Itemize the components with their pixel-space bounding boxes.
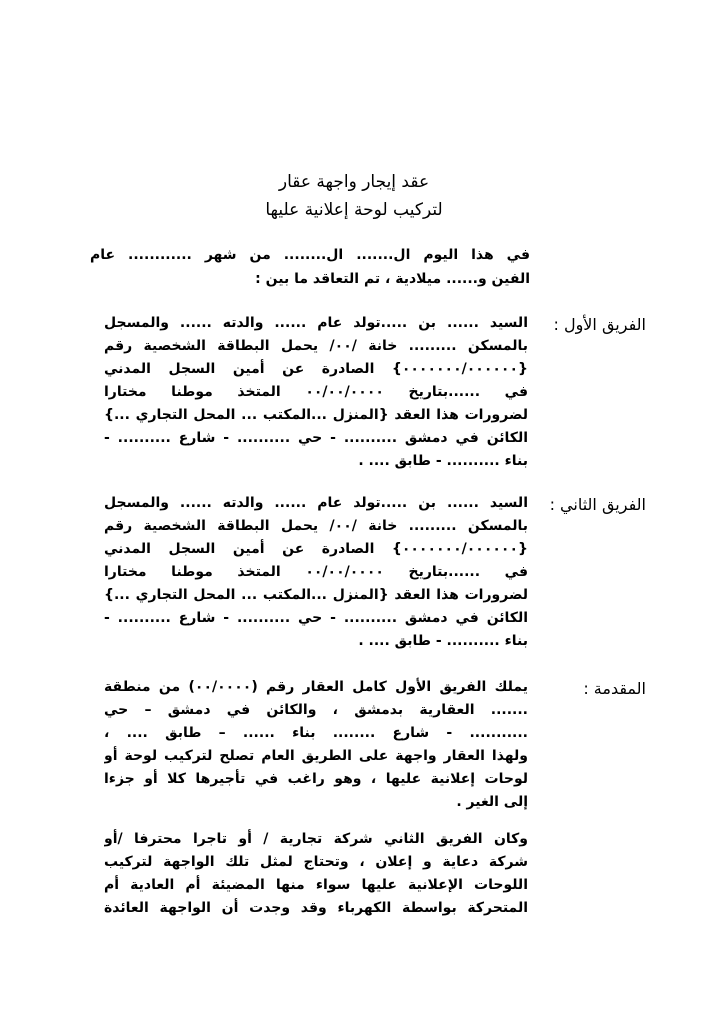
first-party-line: بناء .......... - طابق .... . bbox=[358, 453, 528, 469]
preamble-section bbox=[86, 676, 646, 814]
preamble-second-line: اللوحات الإعلانية عليها سواء منها المضيئة أم العادية أم bbox=[104, 877, 528, 893]
first-party-line: لضرورات هذا العقد {المنزل ...المكتب ... المحل التجاري ...} bbox=[104, 407, 528, 423]
intro-paragraph bbox=[90, 243, 530, 291]
preamble-second-line: المتحركة بواسطة الكهرباء وقد وجدت أن الواجهة العائدة bbox=[104, 900, 528, 916]
second-party-section bbox=[86, 492, 646, 653]
first-party-line: الكائن في دمشق .......... - حي .......... - شارع .......... - bbox=[104, 430, 528, 446]
intro-line-2: الفين و...... ميلادية ، تم التعاقد ما بين : bbox=[255, 271, 530, 287]
preamble-line: لوحات إعلانية عليها ، وهو راغب في تأجيرها كلا أو جزءا bbox=[104, 771, 528, 787]
preamble-line: ....... العقارية بدمشق ، والكائن في دمشق – حي bbox=[104, 702, 528, 718]
first-party-line: السيد ...... بن .....تولد عام ...... والدته ...... والمسجل bbox=[104, 315, 528, 331]
second-party-line: في ......بتاريخ ٠٠/٠٠/٠٠٠٠ المتخذ موطنا مختارا bbox=[104, 564, 528, 580]
second-party-line: بالمسكن ......... خانة /٠٠/ يحمل البطاقة الشخصية رقم bbox=[104, 518, 528, 534]
first-party-line: بالمسكن ......... خانة /٠٠/ يحمل البطاقة الشخصية رقم bbox=[104, 338, 528, 354]
document-title bbox=[0, 168, 708, 224]
second-party-line: {٠٠٠٠٠٠٠/٠٠٠٠٠٠} الصادرة عن أمين السجل المدني bbox=[104, 541, 528, 557]
first-party-label: الفريق الأول : bbox=[553, 315, 646, 334]
preamble-line: إلى الغير . bbox=[456, 794, 528, 810]
second-party-line: لضرورات هذا العقد {المنزل ...المكتب ... المحل التجاري ...} bbox=[104, 587, 528, 603]
preamble-label: المقدمة : bbox=[583, 679, 646, 698]
first-party-section bbox=[86, 312, 646, 473]
second-party-label: الفريق الثاني : bbox=[549, 495, 646, 514]
second-party-body bbox=[104, 492, 528, 653]
preamble-line: يملك الفريق الأول كامل العقار رقم (٠٠/٠٠٠٠) من منطقة bbox=[104, 679, 528, 695]
first-party-line: في ......بتاريخ ٠٠/٠٠/٠٠٠٠ المتخذ موطنا مختارا bbox=[104, 384, 528, 400]
preamble-line: ........... - شارع ........ بناء ...... – طابق .... ، bbox=[104, 725, 528, 741]
preamble-second-body bbox=[104, 828, 528, 920]
second-party-line: السيد ...... بن .....تولد عام ...... والدته ...... والمسجل bbox=[104, 495, 528, 511]
preamble-second-paragraph bbox=[86, 828, 646, 920]
second-party-line: الكائن في دمشق .......... - حي .......... - شارع .......... - bbox=[104, 610, 528, 626]
preamble-line: ولهذا العقار واجهة على الطريق العام تصلح لتركيب لوحة أو bbox=[104, 748, 528, 764]
title-line-1: عقد إيجار واجهة عقار bbox=[278, 172, 430, 192]
intro-line-1: في هذا اليوم ال....... ال........ من شهر ............ عام bbox=[90, 247, 530, 263]
first-party-line: {٠٠٠٠٠٠٠/٠٠٠٠٠٠} الصادرة عن أمين السجل المدني bbox=[104, 361, 528, 377]
title-line-2: لتركيب لوحة إعلانية عليها bbox=[265, 200, 443, 220]
preamble-body bbox=[104, 676, 528, 814]
preamble-second-line: وكان الفريق الثاني شركة تجارية / أو تاجرا محترفا /أو bbox=[104, 831, 528, 847]
first-party-body bbox=[104, 312, 528, 473]
second-party-line: بناء .......... - طابق .... . bbox=[358, 633, 528, 649]
label-column-spacer bbox=[528, 828, 646, 920]
preamble-second-line: شركة دعاية و إعلان ، وتحتاج لمثل تلك الواجهة لتركيب bbox=[104, 854, 528, 870]
